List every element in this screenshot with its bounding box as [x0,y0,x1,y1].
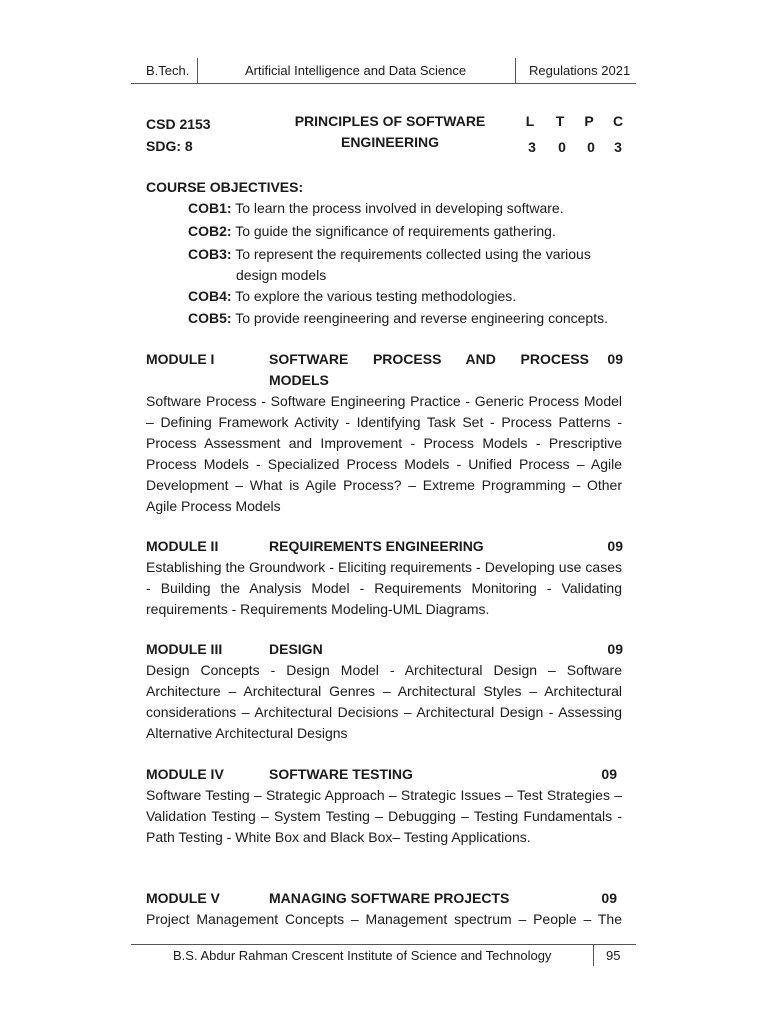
module-content: Project Management Concepts – Management spectrum – People – The [146,911,622,927]
footer-institution: B.S. Abdur Rahman Crescent Institute of Science and Technology [173,948,552,963]
objective-text: To guide the significance of requirements gathering. [231,223,556,239]
module-title: MANAGING SOFTWARE PROJECTS [269,890,510,906]
module-title: SOFTWARE TESTING [269,766,413,782]
module-number: MODULE III [146,641,223,657]
module-title: SOFTWARE PROCESS AND PROCESS [269,351,589,367]
objective-text-continued: design models [236,267,327,283]
objective-code: COB2: [188,223,232,239]
objective-text: To provide reengineering and reverse engineering concepts. [231,310,608,326]
objective-code: COB5: [188,310,232,326]
ltpc-label: T [555,113,565,129]
footer-rule [131,944,636,945]
objective-item [188,286,628,307]
module-number: MODULE I [146,351,215,367]
objective-code: COB1: [188,200,232,216]
header-program: B.Tech. [146,63,190,78]
module-title-line2: MODELS [269,372,329,388]
module-hours: 09 [607,538,623,554]
module-hours: 09 [601,890,617,906]
module-hours: 09 [601,766,617,782]
ltpc-label: P [584,113,594,129]
module-hours: 09 [607,351,623,367]
header-divider [515,58,516,84]
ltpc-value: 0 [587,139,595,155]
header-divider [197,58,198,84]
objective-text: To explore the various testing methodologies. [231,288,517,304]
ltpc-value: 0 [558,139,566,155]
header-regulations: Regulations 2021 [529,63,631,78]
header-rule [131,83,636,84]
course-sdg: SDG: 8 [146,138,193,154]
module-content: Design Concepts - Design Model - Architectural Design – Software Architecture – Architectural Genres – Architectural Styles – Architectural considerations – Architectural Decisions – Architectural Design - Assessing Alternative Architectural Designs [146,662,622,741]
module-number: MODULE V [146,890,220,906]
module-number: MODULE IV [146,766,224,782]
objective-text: To learn the process involved in developing software. [231,200,564,216]
ltpc-label: L [525,113,535,129]
objective-text: To represent the requirements collected using the various [231,246,591,262]
page-number: 95 [606,948,621,963]
objective-item [188,221,628,242]
ltpc-value: 3 [528,139,536,155]
objective-item [188,308,628,329]
header-department: Artificial Intelligence and Data Science [245,63,467,78]
module-number: MODULE II [146,538,219,554]
module-hours: 09 [607,641,623,657]
module-content: Establishing the Groundwork - Eliciting requirements - Developing use cases - Building the Analysis Model - Requirements Monitoring - Validating requirements - Requirements Modeling-UML Diagrams. [146,559,622,617]
course-title-line2: ENGINEERING [340,134,439,150]
module-title: DESIGN [269,641,323,657]
objectives-title: COURSE OBJECTIVES: [146,179,304,195]
module-title: REQUIREMENTS ENGINEERING [269,538,484,554]
objective-item [188,198,628,219]
course-title-line1: PRINCIPLES OF SOFTWARE [294,113,486,129]
ltpc-value: 3 [614,139,622,155]
objective-code: COB3: [188,246,232,262]
course-code: CSD 2153 [146,116,211,132]
module-content: Software Testing – Strategic Approach – Strategic Issues – Test Strategies – Validation Testing – System Testing – Debugging – Testing Fundamentals - Path Testing - White Box and Black Box– Testing Applications. [146,787,622,845]
objective-code: COB4: [188,288,232,304]
module-content: Software Process - Software Engineering Practice - Generic Process Model – Defining Framework Activity - Identifying Task Set - Process Patterns - Process Assessment and Improvement - Process Models - Prescriptive Process Models - Specialized Process Models - Unified Process – Agile Development – What is Agile Process? – Extreme Programming – Other Agile Process Models [146,393,622,514]
ltpc-label: C [612,113,624,129]
footer-divider [593,944,594,966]
objective-item [188,244,628,286]
